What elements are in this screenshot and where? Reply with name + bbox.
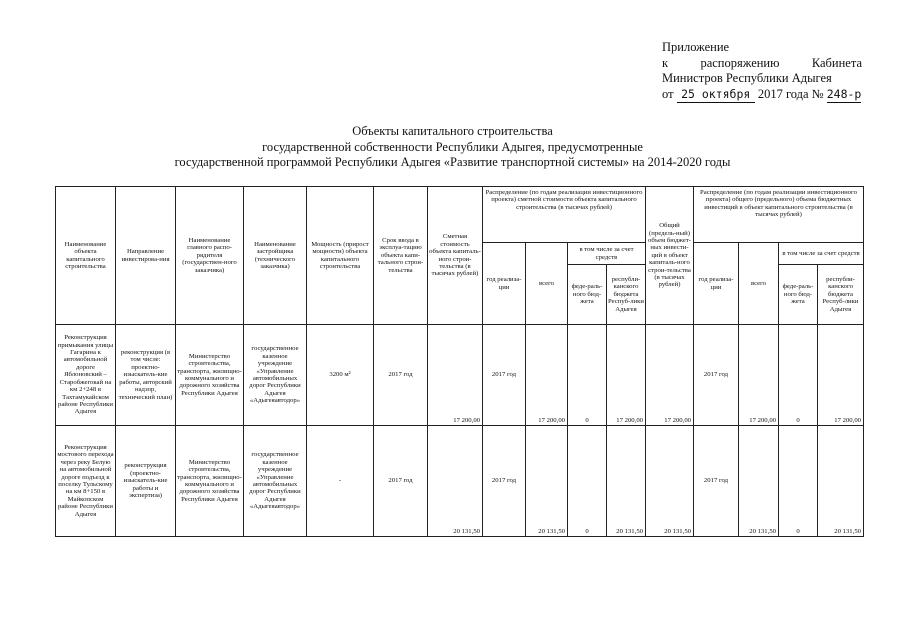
header-federal-1: феде-раль-ного бюд-жета — [568, 265, 607, 325]
header-dist-budget: Распределение (по годам реализации инвестиционного проекта) общего (предельного) объема бюджетных инвестиций в объект капитального строительства (в тысячах рублей) — [694, 187, 864, 243]
appendix-line-4 — [662, 87, 862, 104]
title-line-3: государственной программой Республики Адыгея «Развитие транспортной системы» на 2014-2020 годы — [174, 155, 731, 169]
appendix-kabineta: Кабинета — [811, 55, 862, 70]
cell-year-2: 2017 год — [694, 426, 739, 537]
header-name: Наименование объекта капитального строительства — [56, 187, 116, 325]
cell-total-1: 20 131,50 — [526, 426, 568, 537]
header-estimate: Сметная стоимость объекта капиталь-ного строи-тельства (в тысячах рублей) — [428, 187, 483, 325]
cell-year-1: 2017 год — [483, 426, 526, 537]
cell-total-2: 17 200,00 — [739, 325, 779, 426]
title-line-1: Объекты капитального строительства — [352, 124, 553, 138]
appendix-rasporyazheniyu: распоряжению — [700, 55, 780, 70]
cell-republic-1: 20 131,50 — [607, 426, 646, 537]
header-total-2: всего — [739, 243, 779, 325]
cell-year-1: 2017 год — [483, 325, 526, 426]
cell-total-1: 17 200,00 — [526, 325, 568, 426]
document-title — [0, 124, 905, 171]
cell-name: Реконструкция примыкания улицы Гагарина к автомобильной дороге Яблоновский – Старобжегокай на км 2+248 в Тахтамукайском районе Республики Адыгея — [56, 325, 116, 426]
appendix-year-no: 2017 года № — [757, 86, 824, 101]
objects-table — [55, 186, 864, 537]
header-term: Срок ввода в эксплуа-тацию объекта капи-тального строи-тельства — [374, 187, 428, 325]
header-capacity: Мощность (прирост мощности) объекта капитального строительства — [307, 187, 374, 325]
header-customer: Наименование главного распо-рядителя (государствен-ного заказчика) — [176, 187, 244, 325]
cell-republic-1: 17 200,00 — [607, 325, 646, 426]
header-total-budget: Общий (предель-ный) объем бюджет-ных инвести-ций в объект капиталь-ного строи-тельства (в тысячах рублей) — [646, 187, 694, 325]
cell-customer: Министерство строительства, транспорта, жилищно-коммунального и дорожного хозяйства Республики Адыгея — [176, 426, 244, 537]
cell-budget-total: 17 200,00 — [646, 325, 694, 426]
appendix-k: к — [662, 55, 669, 70]
cell-capacity: 3200 м² — [307, 325, 374, 426]
table-row — [56, 325, 864, 426]
cell-budget-total: 20 131,50 — [646, 426, 694, 537]
appendix-date-handwritten: 25 октября — [677, 87, 755, 104]
header-total-1: всего — [526, 243, 568, 325]
cell-federal-2: 0 — [779, 325, 818, 426]
cell-federal-2: 0 — [779, 426, 818, 537]
cell-republic-2: 17 200,00 — [818, 325, 864, 426]
header-developer: Наименование застройщика (технического заказчика) — [244, 187, 307, 325]
header-year-2: год реализа-ции — [694, 243, 739, 325]
cell-republic-2: 20 131,50 — [818, 426, 864, 537]
header-republic-1: республи-канского бюджета Респуб-лики Адыгея — [607, 265, 646, 325]
cell-developer: государственное казенное учреждение «Управление автомобильных дорог Республики Адыгея «Адыгеяавтодор» — [244, 325, 307, 426]
table-row — [56, 426, 864, 537]
header-direction: Направление инвестирова-ния — [116, 187, 176, 325]
cell-federal-1: 0 — [568, 325, 607, 426]
header-year-1: год реализа-ции — [483, 243, 526, 325]
appendix-line-3: Министров Республики Адыгея — [662, 71, 832, 85]
cell-estimate: 20 131,50 — [428, 426, 483, 537]
title-line-2: государственной собственности Республики Адыгея, предусмотренные — [262, 139, 643, 154]
cell-federal-1: 0 — [568, 426, 607, 537]
cell-estimate: 17 200,00 — [428, 325, 483, 426]
appendix-line-2 — [662, 56, 862, 72]
cell-year-2: 2017 год — [694, 325, 739, 426]
header-republic-2: республи-канского бюджета Респуб-лики Адыгея — [818, 265, 864, 325]
appendix-line-1: Приложение — [662, 40, 730, 54]
cell-term: 2017 год — [374, 325, 428, 426]
cell-customer: Министерство строительства, транспорта, жилищно-коммунального и дорожного хозяйства Республики Адыгея — [176, 325, 244, 426]
header-dist-estimate: Распределение (по годам реализации инвестиционного проекта) сметной стоимости объекта капитального строительства (в тысячах рублей) — [483, 187, 646, 243]
appendix-block — [662, 40, 862, 103]
header-incl-1: в том числе за счет средств — [568, 243, 646, 265]
cell-term: 2017 год — [374, 426, 428, 537]
cell-direction: реконструкция (проектно-изыскатель-кие работы и экспертиза) — [116, 426, 176, 537]
cell-direction: реконструкция (в том числе: проектно-изыскатель-кие работы, авторский надзор, технический план) — [116, 325, 176, 426]
header-row-1 — [56, 187, 864, 243]
cell-name: Реконструкция мостового перехода через реку Белую на автомобильной дороге подъезд к поселку Тульскому на км 8+150 в Майкопском районе Республики Адыгея — [56, 426, 116, 537]
appendix-ot: от — [662, 86, 674, 101]
appendix-number-handwritten: 248-р — [827, 87, 862, 104]
cell-capacity: - — [307, 426, 374, 537]
cell-total-2: 20 131,50 — [739, 426, 779, 537]
header-federal-2: феде-раль-ного бюд-жета — [779, 265, 818, 325]
cell-developer: государственное казенное учреждение «Управление автомобильных дорог Республики Адыгея «Адыгеяавтодор» — [244, 426, 307, 537]
header-incl-2: в том числе за счет средств — [779, 243, 864, 265]
